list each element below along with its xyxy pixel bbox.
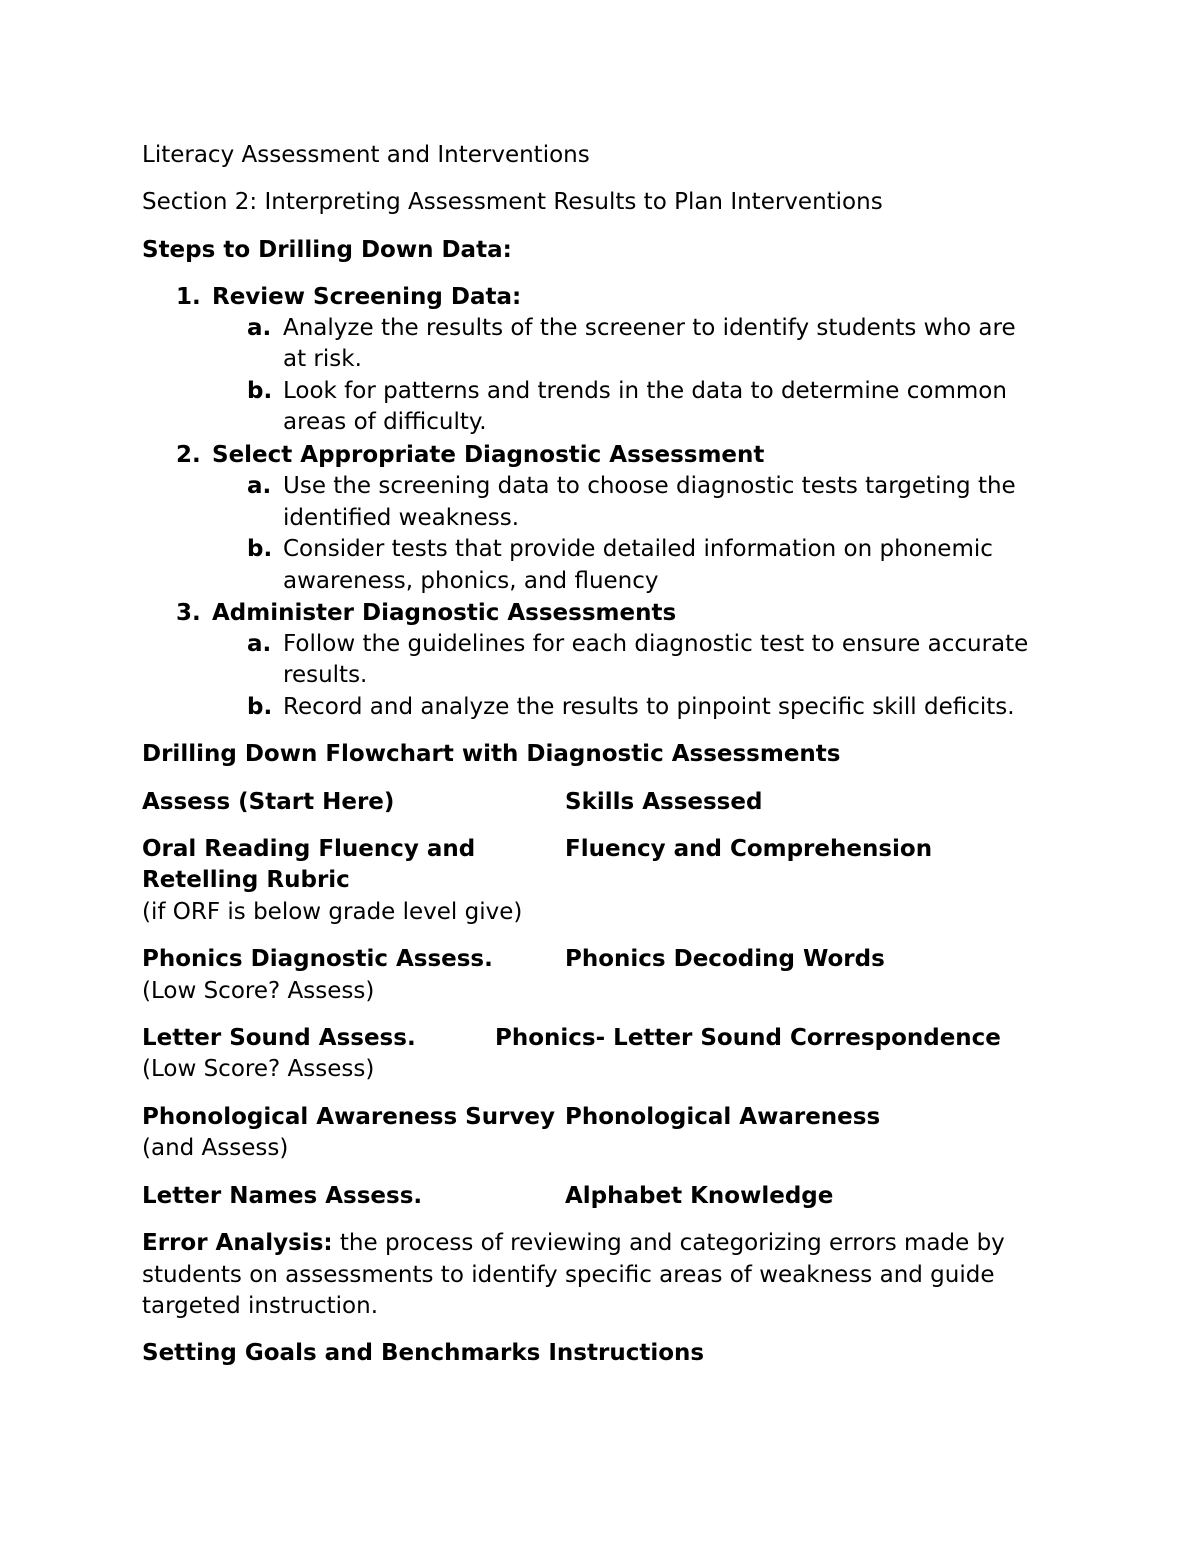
column-header-assess: Assess (Start Here) bbox=[142, 789, 395, 815]
step-1a-line-1: Analyze the results of the screener to identify students who are bbox=[283, 315, 1016, 341]
assess-phonological-note: (and Assess) bbox=[142, 1135, 289, 1161]
assess-letter-sound: Letter Sound Assess. bbox=[142, 1025, 416, 1051]
skill-letter-sound: Phonics- Letter Sound Correspondence bbox=[495, 1025, 1001, 1051]
step-1a-marker: a. bbox=[247, 315, 272, 341]
steps-heading: Steps to Drilling Down Data: bbox=[142, 237, 512, 263]
step-3-title: Administer Diagnostic Assessments bbox=[212, 600, 677, 626]
step-3b-marker: b. bbox=[247, 694, 273, 720]
error-analysis-term: Error Analysis: bbox=[142, 1230, 333, 1256]
step-3a-line-2: results. bbox=[283, 662, 368, 688]
skill-fluency: Fluency and Comprehension bbox=[565, 836, 933, 862]
step-1-marker: 1. bbox=[176, 284, 201, 310]
step-2-title: Select Appropriate Diagnostic Assessment bbox=[212, 442, 765, 468]
error-analysis-text-1: the process of reviewing and categorizing errors made by bbox=[332, 1230, 1005, 1256]
assess-phonics-diagnostic: Phonics Diagnostic Assess. bbox=[142, 946, 493, 972]
step-1b-line-1: Look for patterns and trends in the data to determine common bbox=[283, 378, 1007, 404]
step-3b-line-1: Record and analyze the results to pinpoint specific skill deficits. bbox=[283, 694, 1015, 720]
column-header-skills: Skills Assessed bbox=[565, 789, 763, 815]
step-2-marker: 2. bbox=[176, 442, 201, 468]
step-3-marker: 3. bbox=[176, 600, 201, 626]
step-1-title: Review Screening Data: bbox=[212, 284, 522, 310]
step-2a-line-1: Use the screening data to choose diagnostic tests targeting the bbox=[283, 473, 1016, 499]
skill-phonics-decoding: Phonics Decoding Words bbox=[565, 946, 885, 972]
assess-letter-sound-note: (Low Score? Assess) bbox=[142, 1056, 375, 1082]
step-3a-marker: a. bbox=[247, 631, 272, 657]
error-analysis-line-2: students on assessments to identify specific areas of weakness and guide bbox=[142, 1262, 995, 1288]
step-1a-line-2: at risk. bbox=[283, 346, 362, 372]
assess-orf-line-1: Oral Reading Fluency and bbox=[142, 836, 476, 862]
skill-phonological-awareness: Phonological Awareness bbox=[565, 1104, 881, 1130]
assess-letter-names: Letter Names Assess. bbox=[142, 1183, 423, 1209]
section-title: Section 2: Interpreting Assessment Results to Plan Interventions bbox=[142, 189, 883, 215]
step-2b-line-2: awareness, phonics, and fluency bbox=[283, 568, 659, 594]
assess-phonological-survey: Phonological Awareness Survey bbox=[142, 1104, 556, 1130]
step-1b-marker: b. bbox=[247, 378, 273, 404]
error-analysis-line-1 bbox=[142, 1228, 1005, 1259]
step-2b-line-1: Consider tests that provide detailed information on phonemic bbox=[283, 536, 993, 562]
skill-alphabet-knowledge: Alphabet Knowledge bbox=[565, 1183, 834, 1209]
goals-heading: Setting Goals and Benchmarks Instructions bbox=[142, 1340, 705, 1366]
step-2a-marker: a. bbox=[247, 473, 272, 499]
course-title: Literacy Assessment and Interventions bbox=[142, 142, 590, 168]
assess-orf-note: (if ORF is below grade level give) bbox=[142, 899, 523, 925]
flowchart-heading: Drilling Down Flowchart with Diagnostic Assessments bbox=[142, 741, 841, 767]
assess-orf-line-2: Retelling Rubric bbox=[142, 867, 350, 893]
assess-phonics-note: (Low Score? Assess) bbox=[142, 978, 375, 1004]
step-2a-line-2: identified weakness. bbox=[283, 505, 520, 531]
step-1b-line-2: areas of difficulty. bbox=[283, 409, 487, 435]
error-analysis-line-3: targeted instruction. bbox=[142, 1293, 379, 1319]
step-3a-line-1: Follow the guidelines for each diagnostic test to ensure accurate bbox=[283, 631, 1029, 657]
step-2b-marker: b. bbox=[247, 536, 273, 562]
